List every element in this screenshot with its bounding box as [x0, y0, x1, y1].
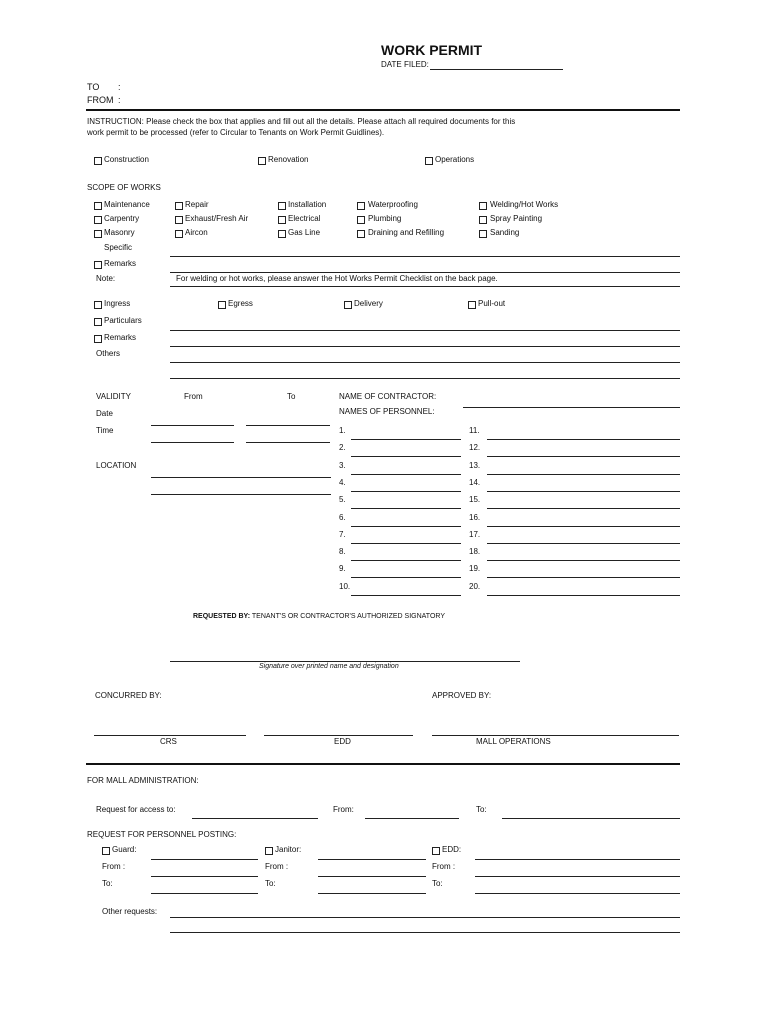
page-title: WORK PERMIT: [381, 42, 483, 58]
personnel-number: 2.: [339, 443, 346, 453]
aircon-label: Aircon: [185, 228, 208, 237]
masonry-label: Masonry: [104, 228, 135, 237]
concurred-by-label: CONCURRED BY:: [95, 691, 162, 700]
janitor-checkbox[interactable]: [265, 847, 273, 855]
personnel-number: 5.: [339, 495, 346, 505]
edd-posting-field[interactable]: [475, 859, 680, 860]
personnel-name-field[interactable]: [487, 456, 680, 457]
delivery-label: Delivery: [354, 299, 383, 308]
personnel-name-field[interactable]: [487, 577, 680, 578]
crs-signature-field[interactable]: [94, 735, 246, 736]
particulars-label: Particulars: [104, 316, 142, 325]
to-label: TO: [87, 82, 100, 92]
movement-remarks-checkbox[interactable]: [94, 335, 102, 343]
janitor-to-field[interactable]: [318, 893, 426, 894]
instruction-line-1: INSTRUCTION: Please check the box that applies and fill out all the details. Please attach all required documents for this: [87, 117, 516, 126]
access-to-label: To:: [476, 805, 487, 814]
personnel-number: 10.: [339, 581, 351, 591]
edd-checkbox[interactable]: [432, 847, 440, 855]
access-from-field[interactable]: [365, 818, 459, 819]
masonry-checkbox[interactable]: [94, 230, 102, 238]
personnel-number: 12.: [469, 443, 481, 453]
date-from-field[interactable]: [151, 425, 234, 426]
mall-ops-label: MALL OPERATIONS: [476, 737, 551, 746]
edd-to-field[interactable]: [475, 893, 680, 894]
date-label: Date: [96, 409, 113, 418]
crs-label: CRS: [160, 737, 177, 746]
personnel-number: 6.: [339, 512, 346, 522]
guard-from-label: From :: [102, 862, 126, 871]
pull-out-checkbox[interactable]: [468, 301, 476, 309]
specific-label: Specific: [104, 243, 133, 252]
other-requests-field-2[interactable]: [170, 932, 680, 933]
maintenance-checkbox[interactable]: [94, 202, 102, 210]
personnel-name-field[interactable]: [351, 543, 461, 544]
others-field[interactable]: [170, 362, 680, 363]
location-label: LOCATION: [96, 461, 137, 470]
posting-title: REQUEST FOR PERSONNEL POSTING:: [87, 830, 237, 839]
welding-checkbox[interactable]: [479, 202, 487, 210]
personnel-number: 15.: [469, 495, 481, 505]
edd-from-label: From :: [432, 862, 456, 871]
guard-checkbox[interactable]: [102, 847, 110, 855]
gas-line-label: Gas Line: [288, 228, 321, 237]
note-underline: [170, 286, 680, 287]
access-field[interactable]: [192, 818, 318, 819]
guard-field[interactable]: [151, 859, 258, 860]
egress-label: Egress: [228, 299, 253, 308]
spray-painting-checkbox[interactable]: [479, 216, 487, 224]
repair-label: Repair: [185, 200, 209, 209]
janitor-to-label: To:: [265, 879, 276, 888]
aircon-checkbox[interactable]: [175, 230, 183, 238]
carpentry-checkbox[interactable]: [94, 216, 102, 224]
validity-title: VALIDITY: [96, 392, 131, 401]
particulars-field[interactable]: [170, 330, 680, 331]
personnel-number: 18.: [469, 547, 481, 557]
specific-field[interactable]: [170, 256, 680, 257]
edd-signature-field[interactable]: [264, 735, 413, 736]
exhaust-checkbox[interactable]: [175, 216, 183, 224]
installation-label: Installation: [288, 200, 327, 209]
validity-to-label: To: [287, 392, 296, 401]
gas-line-checkbox[interactable]: [278, 230, 286, 238]
personnel-name-field[interactable]: [351, 474, 461, 475]
sanding-checkbox[interactable]: [479, 230, 487, 238]
electrical-checkbox[interactable]: [278, 216, 286, 224]
approved-by-label: APPROVED BY:: [432, 691, 492, 700]
requested-by-role: TENANT'S OR CONTRACTOR'S AUTHORIZED SIGNATORY: [251, 613, 445, 620]
other-requests-label: Other requests:: [102, 907, 158, 916]
personnel-name-field[interactable]: [351, 595, 461, 596]
contractor-name-label: NAME OF CONTRACTOR:: [339, 392, 437, 401]
plumbing-checkbox[interactable]: [357, 216, 365, 224]
welding-label: Welding/Hot Works: [490, 200, 559, 209]
note-text: For welding or hot works, please answer the Hot Works Permit Checklist on the back page.: [176, 274, 498, 283]
personnel-number: 7.: [339, 529, 346, 539]
time-label: Time: [96, 426, 114, 435]
access-to-field[interactable]: [502, 818, 680, 819]
personnel-number: 1.: [339, 426, 346, 435]
other-requests-field-1[interactable]: [170, 917, 680, 918]
from-colon: :: [118, 95, 121, 105]
janitor-label: Janitor:: [275, 845, 302, 854]
personnel-label: NAMES OF PERSONNEL:: [339, 407, 435, 416]
scope-remarks-label: Remarks: [104, 259, 137, 268]
personnel-number: 14.: [469, 477, 481, 487]
guard-from-field[interactable]: [151, 876, 258, 877]
scope-remarks-checkbox[interactable]: [94, 261, 102, 269]
ingress-checkbox[interactable]: [94, 301, 102, 309]
time-from-field[interactable]: [151, 442, 234, 443]
instruction-line-2: work permit to be processed (refer to Circular to Tenants on Work Permit Guidlines).: [87, 128, 385, 137]
waterproofing-label: Waterproofing: [368, 200, 418, 209]
personnel-name-field[interactable]: [351, 508, 461, 509]
construction-label: Construction: [104, 155, 149, 164]
mall-ops-signature-field[interactable]: [432, 735, 679, 736]
personnel-name-field[interactable]: [487, 595, 680, 596]
draining-checkbox[interactable]: [357, 230, 365, 238]
renovation-label: Renovation: [268, 155, 309, 164]
personnel-number: 4.: [339, 477, 346, 487]
guard-to-field[interactable]: [151, 893, 258, 894]
electrical-label: Electrical: [288, 214, 321, 223]
personnel-name-field[interactable]: [351, 439, 461, 440]
personnel-name-field[interactable]: [351, 560, 461, 561]
personnel-number: 9.: [339, 564, 346, 574]
spray-painting-label: Spray Painting: [490, 214, 543, 223]
to-colon: :: [118, 82, 121, 92]
personnel-number: 13.: [469, 460, 481, 470]
date-filed-label: DATE FILED:: [381, 60, 429, 69]
guard-label: Guard:: [112, 845, 137, 854]
sanding-label: Sanding: [490, 228, 520, 237]
scope-title: SCOPE OF WORKS: [87, 183, 161, 192]
operations-checkbox[interactable]: [425, 157, 433, 165]
note-label: Note:: [96, 274, 116, 283]
movement-remarks-field[interactable]: [170, 346, 680, 347]
plumbing-label: Plumbing: [368, 214, 402, 223]
location-field-2[interactable]: [151, 494, 331, 495]
others-field-2[interactable]: [170, 378, 680, 379]
date-filed-field[interactable]: [430, 69, 563, 70]
personnel-name-field[interactable]: [487, 474, 680, 475]
others-label: Others: [96, 349, 121, 358]
personnel-name-field[interactable]: [487, 439, 680, 440]
personnel-number: 19.: [469, 564, 481, 574]
particulars-checkbox[interactable]: [94, 318, 102, 326]
access-label: Request for access to:: [96, 805, 176, 814]
movement-remarks-label: Remarks: [104, 333, 137, 342]
installation-checkbox[interactable]: [278, 202, 286, 210]
janitor-from-field[interactable]: [318, 876, 426, 877]
maintenance-label: Maintenance: [104, 200, 150, 209]
requested-by-label: REQUESTED BY:: [193, 613, 251, 620]
delivery-checkbox[interactable]: [344, 301, 352, 309]
personnel-name-field[interactable]: [487, 526, 680, 527]
construction-checkbox[interactable]: [94, 157, 102, 165]
personnel-number: 11.: [469, 426, 480, 435]
egress-checkbox[interactable]: [218, 301, 226, 309]
personnel-name-field[interactable]: [487, 508, 680, 509]
requested-by-line: [193, 613, 445, 620]
draining-label: Draining and Refilling: [368, 228, 445, 237]
personnel-number: 8.: [339, 547, 346, 557]
renovation-checkbox[interactable]: [258, 157, 266, 165]
admin-divider: [86, 763, 680, 765]
pull-out-label: Pull-out: [478, 299, 506, 308]
personnel-number: 3.: [339, 460, 346, 470]
signature-field[interactable]: [170, 661, 520, 662]
edd-posting-label: EDD:: [442, 845, 462, 854]
janitor-from-label: From :: [265, 862, 289, 871]
header-divider: [86, 109, 680, 111]
edd-to-label: To:: [432, 879, 443, 888]
janitor-field[interactable]: [318, 859, 426, 860]
admin-title: FOR MALL ADMINISTRATION:: [87, 776, 199, 785]
personnel-number: 17.: [469, 529, 481, 539]
edd-label: EDD: [334, 737, 351, 746]
waterproofing-checkbox[interactable]: [357, 202, 365, 210]
carpentry-label: Carpentry: [104, 214, 140, 223]
personnel-name-field[interactable]: [351, 491, 461, 492]
operations-label: Operations: [435, 155, 475, 164]
guard-to-label: To:: [102, 879, 113, 888]
personnel-name-field[interactable]: [487, 491, 680, 492]
personnel-name-field[interactable]: [487, 560, 680, 561]
personnel-name-field[interactable]: [351, 456, 461, 457]
personnel-name-field[interactable]: [351, 526, 461, 527]
scope-remarks-field[interactable]: [170, 272, 680, 273]
personnel-name-field[interactable]: [487, 543, 680, 544]
edd-from-field[interactable]: [475, 876, 680, 877]
time-to-field[interactable]: [246, 442, 330, 443]
signature-caption: Signature over printed name and designation: [259, 663, 399, 670]
personnel-number: 16.: [469, 512, 481, 522]
repair-checkbox[interactable]: [175, 202, 183, 210]
ingress-label: Ingress: [104, 299, 131, 308]
personnel-name-field[interactable]: [351, 577, 461, 578]
access-from-label: From:: [333, 805, 354, 814]
contractor-name-field[interactable]: [463, 407, 680, 408]
personnel-number: 20.: [469, 581, 481, 591]
date-to-field[interactable]: [246, 425, 330, 426]
exhaust-label: Exhaust/Fresh Air: [185, 214, 249, 223]
validity-from-label: From: [184, 392, 203, 401]
location-field-1[interactable]: [151, 477, 331, 478]
from-label: FROM: [87, 95, 114, 105]
